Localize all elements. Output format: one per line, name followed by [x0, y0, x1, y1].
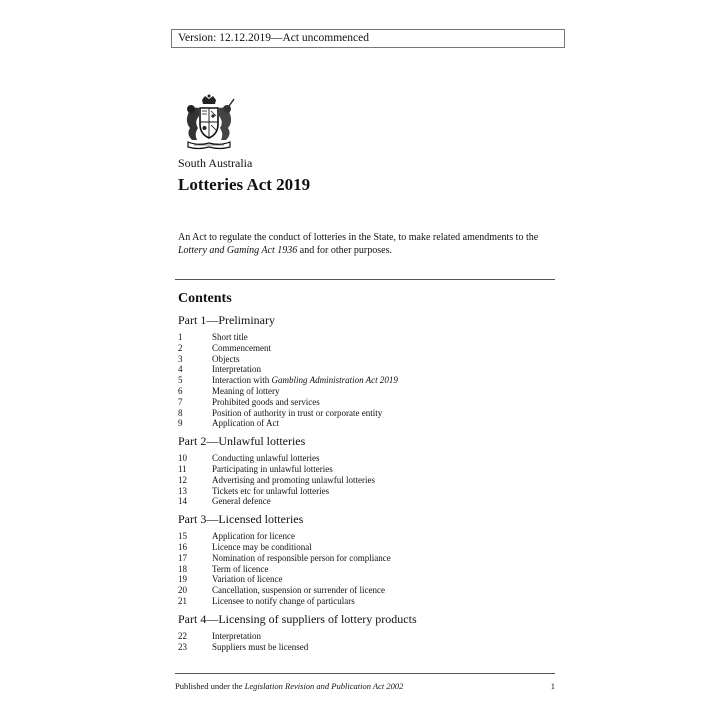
section-number: 18 — [178, 563, 187, 574]
toc-entry[interactable] — [178, 364, 558, 375]
section-number: 23 — [178, 641, 187, 652]
section-number: 22 — [178, 630, 187, 641]
section-number: 4 — [178, 364, 183, 375]
section-number: 1 — [178, 332, 183, 342]
footer — [175, 681, 555, 691]
section-title-text: Application of Act — [212, 418, 279, 429]
section-title — [212, 408, 558, 419]
section-number: 21 — [178, 595, 187, 606]
section-title-text: Variation of licence — [212, 574, 283, 585]
act-title: Lotteries Act 2019 — [178, 175, 311, 194]
section-number: 3 — [178, 353, 183, 364]
section-title-text: Suppliers must be licensed — [212, 641, 309, 652]
long-title-act-reference: Lottery and Gaming Act 1936 — [178, 245, 298, 256]
section-title-text: Tickets etc for unlawful lotteries — [212, 485, 330, 496]
section-title — [212, 375, 558, 386]
toc-part — [178, 312, 558, 429]
contents-heading: Contents — [178, 291, 232, 306]
section-title — [212, 418, 558, 429]
section-number: 16 — [178, 541, 187, 552]
toc-entry[interactable] — [178, 486, 558, 497]
section-title — [212, 475, 558, 486]
section-title — [212, 574, 558, 585]
toc-entry[interactable] — [178, 386, 558, 397]
section-title — [212, 585, 558, 596]
section-number: 9 — [178, 418, 183, 429]
toc-entry[interactable] — [178, 375, 558, 386]
section-number: 13 — [178, 485, 187, 496]
section-title-text: Advertising and promoting unlawful lotteries — [212, 474, 375, 485]
toc-entry[interactable] — [178, 343, 558, 354]
section-title — [212, 542, 558, 553]
toc-entry[interactable] — [178, 332, 558, 343]
footer-prefix: Published under the — [175, 681, 245, 691]
jurisdiction: South Australia — [178, 156, 253, 170]
section-number: 20 — [178, 585, 187, 596]
part-heading: Part 3—Licensed lotteries — [178, 512, 304, 527]
section-title — [212, 397, 558, 408]
section-title — [212, 343, 558, 354]
section-title — [212, 486, 558, 497]
toc-entry[interactable] — [178, 408, 558, 419]
section-number: 11 — [178, 463, 187, 474]
divider — [175, 279, 555, 280]
section-title-text: Position of authority in trust or corporate entity — [212, 407, 383, 418]
section-number: 5 — [178, 375, 183, 386]
section-number: 2 — [178, 342, 183, 353]
section-number: 12 — [178, 474, 187, 485]
section-number: 6 — [178, 385, 183, 396]
toc-entry[interactable] — [178, 553, 558, 564]
toc-entry[interactable] — [178, 564, 558, 575]
section-title-text: General defence — [212, 496, 271, 507]
section-title — [212, 464, 558, 475]
section-title — [212, 564, 558, 575]
toc-entry[interactable] — [178, 542, 558, 553]
toc-entry[interactable] — [178, 574, 558, 585]
toc-entry[interactable] — [178, 585, 558, 596]
section-title-text: Nomination of responsible person for compliance — [212, 552, 391, 563]
footer-divider — [175, 673, 555, 674]
footer-act-reference: Legislation Revision and Publication Act 2002 — [244, 681, 404, 691]
toc-entry[interactable] — [178, 531, 558, 542]
version-header — [171, 29, 565, 48]
section-title-text: Prohibited goods and services — [212, 396, 320, 407]
section-title-text: Application for licence — [212, 531, 295, 542]
section-number: 15 — [178, 531, 187, 542]
toc-part — [178, 511, 558, 607]
section-title-text: Conducting unlawful lotteries — [212, 453, 320, 464]
section-title-text: Objects — [212, 353, 240, 364]
toc-entry[interactable] — [178, 631, 558, 642]
toc-entry[interactable] — [178, 596, 558, 607]
version-text: Version: 12.12.2019—Act uncommenced — [178, 32, 369, 44]
section-number: 17 — [178, 552, 187, 563]
toc-entry[interactable] — [178, 464, 558, 475]
section-number: 7 — [178, 396, 183, 407]
toc-entry[interactable] — [178, 642, 558, 653]
toc-entry[interactable] — [178, 496, 558, 507]
section-title — [212, 453, 558, 464]
section-title — [212, 642, 558, 653]
section-title-text: Licensee to notify change of particulars — [212, 595, 355, 606]
section-title-text: Commencement — [212, 342, 271, 353]
page-number: 1 — [550, 681, 555, 691]
section-title — [212, 531, 558, 542]
section-title-text: Interaction with — [212, 375, 272, 386]
section-title — [212, 496, 558, 507]
part-heading: Part 1—Preliminary — [178, 313, 275, 327]
section-title — [212, 631, 558, 642]
section-title-text: Term of licence — [212, 563, 269, 574]
section-title — [212, 354, 558, 365]
footer-text — [175, 681, 403, 691]
section-title — [212, 386, 558, 397]
long-title — [178, 231, 558, 257]
toc-entry[interactable] — [178, 453, 558, 464]
section-title — [212, 553, 558, 564]
section-title-text: Interpretation — [212, 364, 261, 375]
section-title-text: Short title — [212, 332, 248, 342]
toc-entry[interactable] — [178, 475, 558, 486]
part-heading: Part 2—Unlawful lotteries — [178, 434, 306, 449]
toc-entry[interactable] — [178, 397, 558, 408]
toc-entry[interactable] — [178, 418, 558, 429]
part-heading: Part 4—Licensing of suppliers of lottery products — [178, 611, 417, 626]
coat-of-arms-icon — [180, 94, 238, 150]
section-number: 19 — [178, 574, 187, 585]
section-title-act-reference: Gambling Administration Act 2019 — [271, 375, 398, 386]
toc-part — [178, 433, 558, 507]
section-number: 14 — [178, 496, 187, 507]
section-number: 8 — [178, 407, 183, 418]
long-title-suffix: and for other purposes. — [297, 245, 392, 256]
section-title-text: Licence may be conditional — [212, 541, 312, 552]
section-number: 10 — [178, 453, 187, 464]
long-title-prefix: An Act to regulate the conduct of lotteries in the State, to make related amendments to the — [178, 232, 539, 243]
section-title — [212, 364, 558, 375]
section-title — [212, 332, 558, 343]
table-of-contents — [178, 312, 558, 656]
toc-part — [178, 611, 558, 653]
section-title-text: Participating in unlawful lotteries — [212, 463, 333, 474]
section-title-text: Cancellation, suspension or surrender of licence — [212, 585, 385, 596]
section-title-text: Interpretation — [212, 630, 261, 641]
toc-entry[interactable] — [178, 354, 558, 365]
section-title-text: Meaning of lottery — [212, 385, 280, 396]
section-title — [212, 596, 558, 607]
